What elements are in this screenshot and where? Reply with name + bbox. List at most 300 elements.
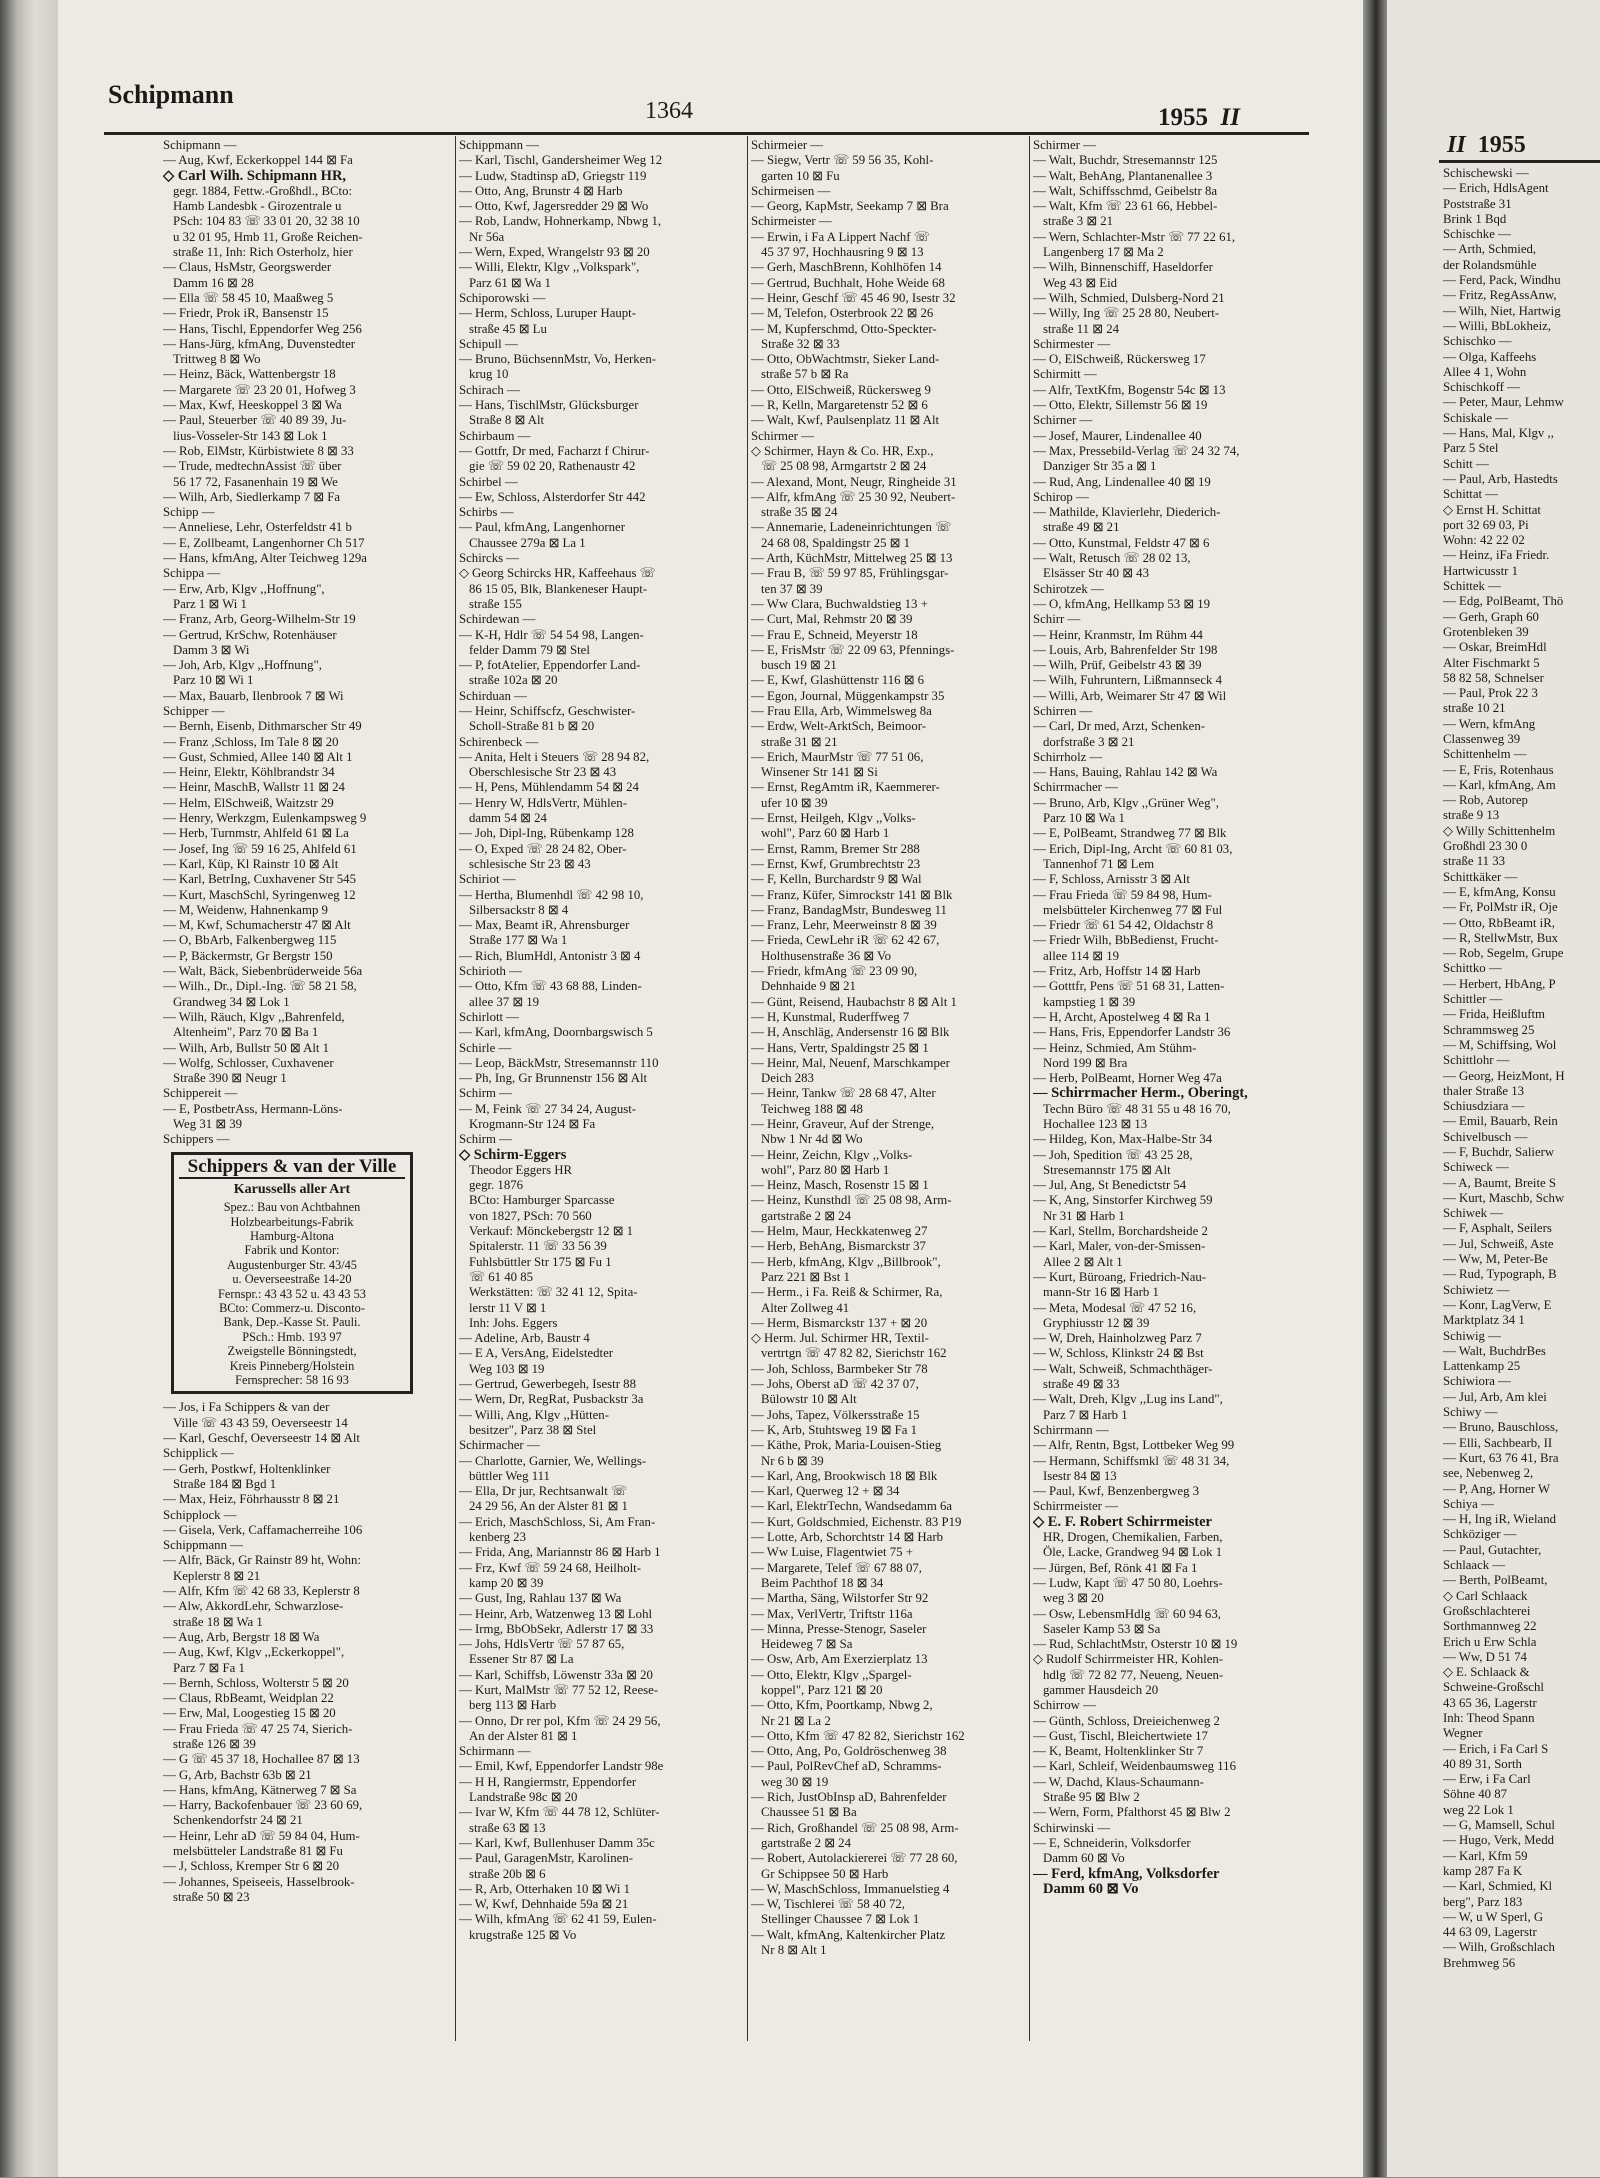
directory-entry: — Wilh, Binnenschiff, Haseldorfer (1033, 260, 1213, 275)
directory-entry: — Walt, BehAng, Plantanenallee 3 (1033, 168, 1213, 183)
directory-entry: — Emil, Bauarb, Rein (1443, 1114, 1558, 1129)
directory-entry: Poststraße 31 (1443, 196, 1512, 211)
directory-entry: straße 18 ⊠ Wa 1 (173, 1614, 263, 1629)
directory-entry: — G, Arb, Bachstr 63b ⊠ 21 (163, 1767, 312, 1782)
directory-entry: — Johannes, Speiseeis, Hasselbrook- (163, 1874, 355, 1889)
ad-line: Augustenburger Str. 43/45 (227, 1257, 357, 1272)
directory-entry: — Claus, HsMstr, Georgswerder (163, 260, 332, 275)
directory-entry: — R, Kelln, Margaretenstr 52 ⊠ 6 (751, 398, 928, 413)
directory-entry: Danziger Str 35 a ⊠ 1 (1043, 459, 1157, 474)
directory-entry: Stellinger Chaussee 7 ⊠ Lok 1 (761, 1912, 920, 1927)
directory-entry: hdlg ☏ 72 82 77, Neueng, Neuen- (1043, 1667, 1224, 1682)
directory-entry: — F, Kelln, Burchardstr 9 ⊠ Wal (751, 872, 922, 887)
directory-entry: Ville ☏ 43 43 59, Oeverseestr 14 (173, 1415, 348, 1430)
directory-entry: Schittkäker — (1443, 869, 1518, 884)
directory-entry: Straße 32 ⊠ 33 (761, 336, 840, 351)
surname-heading: Schipper — (163, 703, 225, 718)
directory-entry: — Bruno, Arb, Klgv ,,Grüner Weg", (1033, 795, 1219, 810)
directory-entry: — Minna, Presse-Stenogr, Saseler (751, 1621, 927, 1636)
directory-entry: Wohn: 42 22 02 (1443, 533, 1525, 548)
directory-entry: straße 102a ⊠ 20 (469, 673, 558, 688)
directory-entry: ◇ Carl Wilh. Schipmann HR, (163, 167, 347, 184)
directory-entry: schlesische Str 23 ⊠ 43 (469, 856, 591, 871)
directory-entry: — Bruno, BüchsennMstr, Vo, Herken- (459, 352, 656, 367)
directory-entry: — F, Schloss, Arnisstr 3 ⊠ Alt (1033, 872, 1190, 887)
directory-entry: ◇ Rudolf Schirrmeister HR, Kohlen- (1033, 1652, 1224, 1667)
directory-entry: — M, Kupferschmd, Otto-Speckter- (751, 321, 937, 336)
directory-entry: wohl", Parz 60 ⊠ Harb 1 (761, 826, 890, 841)
directory-entry: — Hans, Bauing, Rahlau 142 ⊠ Wa (1033, 765, 1218, 780)
directory-entry: Weg 31 ⊠ 39 (173, 1117, 243, 1131)
directory-entry: — Walt, Kwf, Paulsenplatz 11 ⊠ Alt (751, 413, 940, 428)
directory-entry: — Annemarie, Ladeneinrichtungen ☏ (751, 520, 952, 535)
directory-entry: — H, Kunstmal, Ruderffweg 7 (751, 1009, 910, 1024)
directory-entry: HR, Drogen, Chemikalien, Farben, (1043, 1530, 1223, 1545)
directory-entry: büttler Weg 111 (469, 1468, 550, 1483)
directory-entry: — Jul, Schweiß, Aste (1443, 1236, 1554, 1251)
directory-entry: — Karl, kfmAng, Am (1443, 777, 1556, 792)
directory-entry: — Frau Frieda ☏ 59 84 98, Hum- (1033, 887, 1212, 902)
next-page-column (1443, 166, 1600, 1971)
advertisement-box (171, 1152, 413, 1395)
directory-entry: — Aug, Arb, Bergstr 18 ⊠ Wa (163, 1629, 320, 1644)
directory-entry: Großhdl 23 30 0 (1443, 839, 1528, 854)
directory-entry: dorfstraße 3 ⊠ 21 (1043, 734, 1135, 749)
directory-entry: — Gust, Schmied, Allee 140 ⊠ Alt 1 (163, 749, 353, 764)
next-page-rule (1439, 160, 1600, 163)
directory-entry: — W, Dachd, Klaus-Schaumann- (1033, 1774, 1204, 1789)
directory-entry: Straße 95 ⊠ Blw 2 (1043, 1790, 1140, 1805)
directory-entry: — Henry W, HdlsVertr, Mühlen- (459, 795, 627, 810)
directory-entry: 24 29 56, An der Alster 81 ⊠ 1 (469, 1499, 628, 1514)
directory-entry: — Otto, ElSchweiß, Rückersweg 9 (751, 382, 931, 397)
directory-entry: — E, Kwf, Glashüttenstr 116 ⊠ 6 (751, 673, 925, 688)
directory-entry: — Herm, Schloss, Luruper Haupt- (459, 306, 636, 321)
directory-entry: — Carl, Dr med, Arzt, Schenken- (1033, 719, 1206, 734)
directory-entry: Nr 31 ⊠ Harb 1 (1043, 1208, 1125, 1223)
directory-entry: — Paul, Arb, Hastedts (1443, 471, 1558, 486)
directory-entry: — A, Baumt, Breite S (1443, 1175, 1557, 1190)
directory-entry: busch 19 ⊠ 21 (761, 658, 837, 673)
directory-entry: — Wilh, Prüf, Geibelstr 43 ⊠ 39 (1033, 658, 1202, 673)
directory-entry: ◇ Willy Schittenhelm (1443, 823, 1556, 838)
directory-entry: — Ph, Ing, Gr Brunnenstr 156 ⊠ Alt (459, 1071, 648, 1086)
ad-line: Zweigstelle Bönningstedt, (227, 1344, 357, 1359)
directory-entry: Großschlachterei (1443, 1603, 1531, 1618)
directory-entry: — Wilh., Dr., Dipl.-Ing. ☏ 58 21 58, (163, 979, 357, 994)
directory-entry: Schittler — (1443, 992, 1503, 1007)
directory-entry: Parz 10 ⊠ Wa 1 (1043, 811, 1125, 826)
directory-entry: — Karl, BetrIng, Cuxhavener Str 545 (163, 872, 356, 887)
directory-entry: — Max, Beamt iR, Ahrensburger (459, 918, 630, 933)
directory-entry: — Paul, Prok 22 3 (1443, 686, 1538, 701)
directory-entry: — Bernh, Eisenb, Dithmarscher Str 49 (163, 719, 362, 734)
surname-heading: Schippmann — (459, 138, 539, 152)
surname-heading: Schirenbeck — (459, 734, 539, 749)
directory-entry: Isestr 84 ⊠ 13 (1043, 1468, 1117, 1483)
directory-entry: — Alfr, TextKfm, Bogenstr 54c ⊠ 13 (1033, 382, 1226, 397)
directory-entry: gammer Hausdeich 20 (1043, 1682, 1159, 1697)
directory-entry: — Rud, Typograph, B (1443, 1267, 1557, 1282)
directory-entry: Landstraße 98c ⊠ 20 (469, 1790, 578, 1805)
directory-entry: — Ww, D 51 74 (1443, 1649, 1527, 1664)
surname-heading: Schirbel — (459, 474, 518, 489)
directory-entry: — Johs, HdlsVertr ☏ 57 87 65, (459, 1637, 625, 1652)
directory-entry: Dehnhaide 9 ⊠ 21 (761, 979, 856, 994)
ad-line: PSch.: Hmb. 193 97 (242, 1329, 342, 1344)
directory-entry: — Ludw, Stadtinsp aD, Griegstr 119 (459, 168, 647, 183)
directory-entry: — Rich, BlumHdl, Antonistr 3 ⊠ 4 (459, 948, 641, 963)
directory-entry: — J, Schloss, Kremper Str 6 ⊠ 20 (163, 1859, 340, 1874)
directory-entry: — Curt, Mal, Rehmstr 20 ⊠ 39 (751, 612, 913, 627)
directory-entry: — Max, Bauarb, Ilenbrook 7 ⊠ Wi (163, 688, 344, 703)
directory-entry: — Helm, Maur, Heckkatenweg 27 (751, 1224, 928, 1239)
column-divider (1029, 136, 1030, 2041)
directory-entry: — E, kfmAng, Konsu (1443, 884, 1556, 899)
directory-entry: — Erw, i Fa Carl (1443, 1772, 1531, 1787)
directory-entry: — Erich, HdlsAgent (1443, 181, 1549, 196)
directory-entry: Oberschlesische Str 23 ⊠ 43 (469, 765, 617, 780)
directory-entry: — Kurt, 63 76 41, Bra (1443, 1450, 1559, 1465)
directory-entry: An der Alster 81 ⊠ 1 (469, 1728, 578, 1743)
directory-entry: — Heinr, Graveur, Auf der Strenge, (751, 1117, 935, 1131)
directory-entry: — Gust, Ing, Rahlau 137 ⊠ Wa (459, 1591, 622, 1606)
directory-entry: — Herb, BehAng, Bismarckstr 37 (751, 1239, 926, 1254)
directory-entry: see, Nebenweg 2, (1443, 1466, 1534, 1481)
ad-line: Fabrik und Kontor: (244, 1243, 340, 1258)
directory-entry: — K, Arb, Stuhtsweg 19 ⊠ Fa 1 (751, 1422, 918, 1437)
directory-entry: — Hans, kfmAng, Alter Teichweg 129a (163, 551, 367, 566)
directory-entry: Lattenkamp 25 (1443, 1359, 1521, 1374)
directory-entry: — Martha, Säng, Wilstorfer Str 92 (751, 1591, 929, 1606)
directory-entry: — Frieda, CewLehr iR ☏ 62 42 67, (751, 933, 940, 948)
directory-entry: Theodor Eggers HR (469, 1162, 573, 1177)
directory-entry: — Arth, Schmied, (1443, 242, 1537, 257)
directory-entry: Sorthmannweg 22 (1443, 1619, 1537, 1634)
directory-entry: Scholl-Straße 81 b ⊠ 20 (469, 719, 595, 734)
directory-entry: Deich 283 (761, 1071, 814, 1086)
directory-entry: Elsässer Str 40 ⊠ 43 (1043, 566, 1149, 581)
directory-entry: — Otto, Elektr, Sillemstr 56 ⊠ 19 (1033, 398, 1208, 413)
directory-entry: — Osw, Arb, Am Exerzierplatz 13 (751, 1652, 928, 1667)
directory-entry: — Anita, Helt i Steuers ☏ 28 94 82, (459, 749, 650, 764)
directory-entry: — K, Beamt, Holtenklinker Str 7 (1033, 1744, 1204, 1759)
directory-entry: — Walt, Dreh, Klgv ,,Lug ins Land", (1033, 1392, 1223, 1407)
directory-entry: straße 63 ⊠ 13 (469, 1820, 546, 1835)
directory-entry: — Heinr, Tankw ☏ 28 68 47, Alter (751, 1086, 936, 1101)
directory-entry: — Rob, Segelm, Grupe (1443, 946, 1564, 961)
directory-entry: Schenkendorfstr 24 ⊠ 21 (173, 1813, 303, 1828)
directory-entry: — P, Ang, Horner W (1443, 1481, 1551, 1496)
directory-entry: — Claus, RbBeamt, Weidplan 22 (163, 1691, 334, 1706)
directory-entry: — Wern, Exped, Wrangelstr 93 ⊠ 20 (459, 245, 650, 260)
directory-entry: — Herm, Bismarckstr 137 + ⊠ 20 (751, 1315, 928, 1330)
directory-entry: — Heinr, Arb, Watzenweg 13 ⊠ Lohl (459, 1606, 653, 1621)
surname-heading: Schippers — (163, 1132, 230, 1147)
directory-entry: — Paul, PolRevChef aD, Schramms- (751, 1759, 942, 1774)
directory-entry: — Ernst, Kwf, Grumbrechtstr 23 (751, 856, 921, 871)
directory-entry: — Otto, Kfm ☏ 47 82 82, Sierichstr 162 (751, 1728, 965, 1743)
directory-entry: — Karl, Schleif, Weidenbaumsweg 116 (1033, 1759, 1236, 1774)
directory-entry: — Karl, Kwf, Bullenhuser Damm 35c (459, 1835, 655, 1850)
surname-heading: Schirmeier — (751, 138, 824, 152)
directory-entry: — Kurt, MalMstr ☏ 77 52 12, Reese- (459, 1682, 659, 1697)
surname-heading: Schirrmeister — (1033, 1499, 1118, 1514)
directory-entry: — Günth, Schloss, Dreieichenweg 2 (1033, 1713, 1220, 1728)
directory-entry: Gryphiusstr 12 ⊠ 39 (1043, 1315, 1150, 1330)
directory-column-3 (751, 138, 1025, 2178)
ad-line: Hamburg-Altona (250, 1229, 334, 1243)
directory-entry: Schittat — (1443, 487, 1499, 502)
directory-entry: melsbütteler Kirchenweg 77 ⊠ Ful (1043, 902, 1223, 917)
directory-entry: — Max, Heiz, Föhrhausstr 8 ⊠ 21 (163, 1492, 340, 1507)
directory-entry: Langenberg 17 ⊠ Ma 2 (1043, 245, 1164, 260)
directory-entry: Söhne 40 87 (1443, 1787, 1507, 1802)
directory-entry: — Hans, Vertr, Spaldingstr 25 ⊠ 1 (751, 1040, 929, 1055)
directory-entry: — Willi, Arb, Weimarer Str 47 ⊠ Wil (1033, 688, 1227, 703)
directory-entry: Heideweg 7 ⊠ Sa (761, 1637, 853, 1652)
directory-entry: ufer 10 ⊠ 39 (761, 795, 828, 810)
directory-entry: — Trude, medtechnAssist ☏ über (163, 459, 342, 474)
directory-entry: — G ☏ 45 37 18, Hochallee 87 ⊠ 13 (163, 1752, 360, 1767)
surname-heading: Schippa — (163, 566, 221, 581)
directory-entry: — Walt, BuchdrBes (1443, 1343, 1546, 1358)
directory-entry: — Schirrmacher Herm., Oberingt, (1033, 1085, 1248, 1102)
surname-heading: Schircks — (459, 551, 520, 566)
directory-entry: — Karl, ElektrTechn, Wandsedamm 6a (751, 1499, 953, 1514)
directory-entry: — Ella, Dr jur, Rechtsanwalt ☏ (459, 1484, 627, 1499)
directory-entry: Allee 2 ⊠ Alt 1 (1043, 1254, 1123, 1269)
directory-entry: — Fritz, Arb, Hoffstr 14 ⊠ Harb (1033, 964, 1201, 979)
directory-entry: Parz 7 ⊠ Harb 1 (1043, 1407, 1128, 1422)
directory-entry: u 32 01 95, Hmb 11, Große Reichen- (173, 229, 363, 244)
directory-entry: — F, Asphalt, Seilers (1443, 1221, 1552, 1236)
directory-entry: — Walt, Bäck, Siebenbrüderweide 56a (163, 964, 363, 979)
directory-entry: — Karl, Tischl, Gandersheimer Weg 12 (459, 153, 663, 168)
directory-entry: — Wilh, Niet, Hartwig (1443, 303, 1561, 318)
directory-column-1 (163, 138, 449, 2178)
directory-entry: — Alw, AkkordLehr, Schwarzlose- (163, 1599, 344, 1614)
directory-entry: kamp 20 ⊠ 39 (469, 1575, 544, 1590)
directory-entry: — Ferd, Pack, Windhu (1443, 273, 1561, 288)
directory-entry: — Wern, Dr, RegRat, Pusbackstr 3a (459, 1392, 644, 1407)
directory-entry: — Lotte, Arb, Schorchtstr 14 ⊠ Harb (751, 1530, 943, 1545)
directory-entry: kampstieg 1 ⊠ 39 (1043, 994, 1136, 1009)
directory-entry: — Johs, Tapez, Völkersstraße 15 (751, 1407, 920, 1422)
directory-entry: gegr. 1884, Fettw.-Großhdl., BCto: (173, 183, 353, 198)
directory-entry: — Anneliese, Lehr, Osterfeldstr 41 b (163, 520, 352, 535)
surname-heading: Schirop — (1033, 489, 1089, 504)
directory-entry: allee 37 ⊠ 19 (469, 994, 540, 1009)
directory-entry: Öle, Lacke, Grandweg 94 ⊠ Lok 1 (1043, 1545, 1223, 1560)
directory-entry: — Karl, Küp, Kl Rainstr 10 ⊠ Alt (163, 856, 339, 871)
directory-entry: — Kurt, Goldschmied, Eichenstr. 83 P19 (751, 1514, 962, 1529)
directory-entry: PSch: 104 83 ☏ 33 01 20, 32 38 10 (173, 214, 360, 229)
directory-entry: Silbersackstr 8 ⊠ 4 (469, 902, 569, 917)
directory-entry: vertrtgn ☏ 47 82 82, Sierichstr 162 (761, 1346, 947, 1361)
directory-entry: lerstr 11 V ⊠ 1 (469, 1300, 547, 1315)
directory-entry: straße 35 ⊠ 24 (761, 505, 838, 520)
directory-entry: — E, Schneiderin, Volksdorfer (1033, 1835, 1191, 1850)
directory-entry: Nr 8 ⊠ Alt 1 (761, 1943, 827, 1958)
directory-entry: mann-Str 16 ⊠ Harb 1 (1043, 1285, 1159, 1300)
directory-entry: — P, fotAtelier, Eppendorfer Land- (459, 658, 641, 673)
ad-line: Kreis Pinneberg/Holstein (229, 1358, 355, 1373)
directory-entry: — Leop, BäckMstr, Stresemannstr 110 (459, 1055, 659, 1070)
surname-heading: Schirioth — (459, 964, 522, 979)
directory-entry: — Henry, Werkzgm, Eulenkampsweg 9 (163, 811, 367, 826)
directory-entry: — Otto, Kunstmal, Feldstr 47 ⊠ 6 (1033, 535, 1210, 550)
directory-entry: — Willy, Ing ☏ 25 28 80, Neubert- (1033, 306, 1220, 321)
directory-entry: — H, Ing iR, Wieland (1443, 1512, 1556, 1527)
directory-entry: berg 113 ⊠ Harb (469, 1698, 557, 1713)
directory-entry: Schiwek — (1443, 1206, 1504, 1221)
surname-heading: Schirmeister — (751, 214, 832, 229)
surname-heading: Schirmann — (459, 1744, 531, 1759)
directory-entry: — Kurt, Büroang, Friedrich-Nau- (1033, 1269, 1207, 1284)
directory-entry: — Heinr, Kranmstr, Im Rühm 44 (1033, 627, 1203, 642)
directory-entry: straße 155 (469, 596, 522, 611)
directory-entry: — Oskar, BreimHdl (1443, 640, 1547, 655)
directory-entry: allee 114 ⊠ 19 (1043, 948, 1119, 963)
directory-entry: — Hertha, Blumenhdl ☏ 42 98 10, (459, 887, 644, 902)
directory-entry: — Rud, Ang, Lindenallee 40 ⊠ 19 (1033, 474, 1211, 489)
directory-entry: Schiwiora — (1443, 1374, 1511, 1389)
directory-entry: Straße 390 ⊠ Neugr 1 (173, 1071, 287, 1086)
surname-heading: Schipp — (163, 505, 215, 520)
surname-heading: Schirdewan — (459, 612, 536, 627)
directory-entry: Schittenhelm — (1443, 747, 1527, 762)
directory-entry: ◇ E. F. Robert Schirrmeister (1033, 1513, 1212, 1530)
directory-entry: — Wern, Schlachter-Mstr ☏ 77 22 61, (1033, 229, 1236, 244)
directory-entry: — Gottfr, Dr med, Facharzt f Chirur- (459, 443, 650, 458)
surname-heading: Schirlott — (459, 1009, 520, 1024)
directory-entry: — Frz, Kwf ☏ 59 24 68, Heilholt- (459, 1560, 641, 1575)
directory-entry: Schischewski — (1443, 166, 1529, 180)
directory-entry: — Jul, Arb, Am klei (1443, 1389, 1547, 1404)
ad-subtitle: Karussells aller Art (233, 1181, 351, 1197)
book-gutter (1363, 0, 1387, 2177)
directory-entry: Winsener Str 141 ⊠ Si (761, 765, 878, 780)
directory-entry: Schrammsweg 25 (1443, 1022, 1535, 1037)
directory-entry: — Joh, Spedition ☏ 43 25 28, (1033, 1147, 1193, 1162)
directory-entry: — Adeline, Arb, Baustr 4 (459, 1331, 590, 1346)
directory-entry: — Friedr Wilh, BbBedienst, Frucht- (1033, 933, 1219, 948)
directory-entry: Holthusenstraße 36 ⊠ Vo (761, 948, 892, 963)
directory-entry: — Aug, Kwf, Klgv ,,Eckerkoppel", (163, 1645, 345, 1660)
directory-entry: — Walt, Kfm ☏ 23 61 66, Hebbel- (1033, 199, 1218, 214)
directory-entry: ◇ Schirmer, Hayn & Co. HR, Exp., (751, 443, 934, 458)
directory-entry: ☏ 61 40 85 (469, 1269, 533, 1284)
directory-entry: — Erw, Arb, Klgv ,,Hoffnung", (163, 581, 325, 596)
directory-entry: Nr 21 ⊠ La 2 (761, 1713, 831, 1728)
directory-entry: — Heinr, MaschB, Wallstr 11 ⊠ 24 (163, 780, 345, 795)
directory-entry: straße 50 ⊠ 23 (173, 1889, 250, 1904)
directory-entry: — P, Bäckermstr, Gr Bergstr 150 (163, 948, 333, 963)
directory-entry: straße 9 13 (1443, 808, 1500, 823)
directory-entry: Inh: Johs. Eggers (469, 1315, 558, 1330)
directory-entry: — H, Pens, Mühlendamm 54 ⊠ 24 (459, 780, 639, 795)
directory-entry: — Walt, Schiffsschmd, Geibelstr 8a (1033, 183, 1218, 198)
directory-entry: Schischke — (1443, 227, 1511, 242)
directory-entry: ◇ Carl Schlaack (1443, 1588, 1528, 1603)
surname-heading: Schirrmacher — (1033, 780, 1118, 795)
directory-entry: — E, Zollbeamt, Langenhorner Ch 517 (163, 535, 365, 550)
directory-entry: 86 15 05, Blk, Blankeneser Haupt- (469, 581, 648, 596)
directory-entry: Schischkoff — (1443, 380, 1520, 395)
directory-entry: Schiya — (1443, 1496, 1494, 1511)
directory-entry: Erich u Erw Schla (1443, 1634, 1537, 1649)
directory-entry: ☏ 25 08 98, Armgartstr 2 ⊠ 24 (761, 459, 927, 474)
directory-entry: — Robert, Autolackiererei ☏ 77 28 60, (751, 1851, 958, 1866)
directory-entry: — Frau Ella, Arb, Wimmelsweg 8a (751, 703, 932, 718)
ad-line: Fernsprecher: 58 16 93 (235, 1373, 349, 1388)
directory-entry: Schlaack — (1443, 1558, 1506, 1573)
directory-entry: 56 17 72, Fasanenhain 19 ⊠ We (173, 474, 338, 489)
directory-entry: Verkauf: Mönckebergstr 12 ⊠ 1 (469, 1224, 634, 1239)
directory-entry: — Wilh, kfmAng ☏ 62 41 59, Eulen- (459, 1912, 657, 1927)
directory-entry: — Heinr, Geschf ☏ 45 46 90, Isestr 32 (751, 290, 956, 305)
directory-entry: — Max, Kwf, Heeskoppel 3 ⊠ Wa (163, 398, 342, 413)
directory-entry: — Wilh, Großschlach (1443, 1940, 1555, 1955)
directory-entry: — Erich, MaurMstr ☏ 77 51 06, (751, 749, 924, 764)
directory-entry: — Franz ,Schloss, Im Tale 8 ⊠ 20 (163, 734, 339, 749)
directory-entry: — K, Ang, Sinstorfer Kirchweg 59 (1033, 1193, 1213, 1208)
surname-heading: Schirrmann — (1033, 1422, 1109, 1437)
directory-entry: 58 82 58, Schnelser (1443, 670, 1544, 685)
directory-entry: — Alexand, Mont, Neugr, Ringheide 31 (751, 474, 957, 489)
directory-entry: — Aug, Kwf, Eckerkoppel 144 ⊠ Fa (163, 153, 353, 168)
directory-entry: Techn Büro ☏ 48 31 55 u 48 16 70, (1043, 1101, 1231, 1116)
directory-entry: — Ww Clara, Buchwaldstieg 13 + (751, 596, 928, 611)
directory-entry: — Rob, Autorep (1443, 793, 1528, 808)
directory-entry: — Hildeg, Kon, Max-Halbe-Str 34 (1033, 1132, 1213, 1147)
directory-entry: — G, Mamsell, Schul (1443, 1818, 1555, 1833)
directory-entry: — Otto, Kfm ☏ 43 68 88, Linden- (459, 979, 642, 994)
directory-entry: — Bernh, Schloss, Wolterstr 5 ⊠ 20 (163, 1675, 349, 1690)
directory-entry: — Margarete ☏ 23 20 01, Hofweg 3 (163, 382, 356, 397)
directory-entry: — Kurt, Maschb, Schw (1443, 1190, 1565, 1205)
directory-entry: — Herb, PolBeamt, Horner Weg 47a (1033, 1071, 1222, 1086)
directory-entry: — Otto, Kwf, Jagersredder 29 ⊠ Wo (459, 199, 649, 214)
directory-entry: Schiweck — (1443, 1160, 1509, 1175)
directory-entry: — E, Fris, Rotenhaus (1443, 762, 1554, 777)
directory-entry: — Ferd, kfmAng, Volksdorfer (1033, 1865, 1220, 1882)
surname-heading: Schippereit — (163, 1086, 238, 1101)
surname-heading: Schirach — (459, 382, 520, 397)
directory-entry: Weg 103 ⊠ 19 (469, 1361, 545, 1376)
directory-entry: ◇ Schirm-Eggers (459, 1146, 567, 1163)
directory-entry: Hartwicusstr 1 (1443, 563, 1518, 578)
directory-entry: damm 54 ⊠ 24 (469, 811, 547, 826)
directory-entry: weg 30 ⊠ 19 (761, 1774, 829, 1789)
directory-entry: Schiwy — (1443, 1405, 1498, 1420)
directory-entry: — Gerh, Postkwf, Holtenklinker (163, 1461, 331, 1476)
directory-entry: — Ernst, Heilgeh, Klgv ,,Volks- (751, 811, 916, 826)
directory-entry: — Gertrud, Buchhalt, Hohe Weide 68 (751, 275, 945, 290)
directory-entry: krug 10 (469, 367, 509, 382)
surname-heading: Schipull — (459, 336, 518, 351)
surname-heading: Schirmitt — (1033, 367, 1097, 382)
directory-entry: — Berth, PolBeamt, (1443, 1573, 1548, 1588)
directory-entry: — Franz, Küfer, Simrockstr 141 ⊠ Blk (751, 887, 953, 902)
directory-entry: gegr. 1876 (469, 1178, 524, 1193)
directory-entry: — Rob, Landw, Hohnerkamp, Nbwg 1, (459, 214, 662, 229)
directory-entry: Brehmweg 56 (1443, 1955, 1516, 1970)
directory-entry: Spitalerstr. 11 ☏ 33 56 39 (469, 1239, 607, 1254)
directory-entry: — Josef, Maurer, Lindenallee 40 (1033, 428, 1202, 443)
directory-entry: — E, PostbetrAss, Hermann-Löns- (163, 1101, 343, 1116)
